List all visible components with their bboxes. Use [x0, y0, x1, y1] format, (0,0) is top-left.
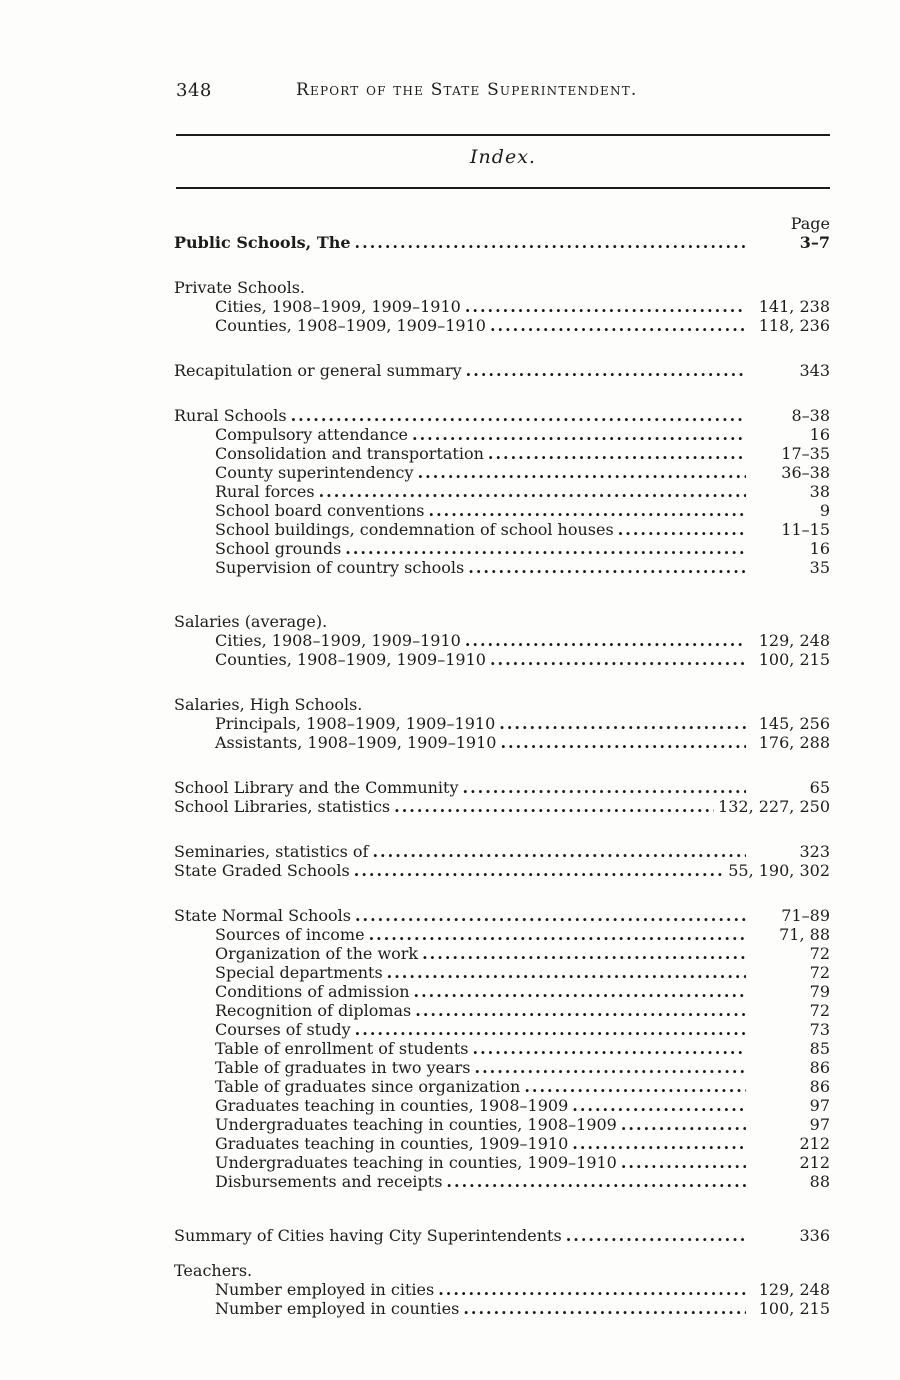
- index-heading-label: Teachers.: [174, 1261, 253, 1280]
- page-column-label: Page: [790, 214, 830, 233]
- entry-label: School Libraries, statistics: [174, 797, 391, 816]
- index-entry: [174, 650, 830, 669]
- entry-pages: 17–35: [781, 444, 830, 463]
- dot-leader: [422, 944, 746, 963]
- dot-leader: [291, 406, 746, 425]
- dot-leader: [355, 906, 746, 925]
- entry-pages: 71, 88: [779, 925, 830, 944]
- dot-leader: [387, 963, 746, 982]
- group-spacer: [174, 1191, 830, 1226]
- entry-label: Cities, 1908–1909, 1909–1910: [215, 631, 461, 650]
- entry-pages: 3–7: [799, 233, 830, 252]
- dot-leader: [572, 1134, 746, 1153]
- dot-leader: [618, 520, 746, 539]
- index-entry: [174, 297, 830, 316]
- entry-pages: 11–15: [781, 520, 830, 539]
- entry-pages: 129, 248: [758, 1280, 830, 1299]
- index-heading: [174, 278, 830, 297]
- index-entry: [174, 982, 830, 1001]
- entry-label: Sources of income: [215, 925, 365, 944]
- top-rule: [176, 134, 830, 136]
- entry-pages: 343: [799, 361, 830, 380]
- group-spacer: [174, 816, 830, 842]
- index-entry: [174, 778, 830, 797]
- dot-leader: [488, 444, 746, 463]
- entry-pages: 38: [809, 482, 830, 501]
- entry-label: Summary of Cities having City Superintendents: [174, 1226, 562, 1245]
- index-entry: [174, 631, 830, 650]
- dot-leader: [465, 631, 746, 650]
- index-entry: [174, 925, 830, 944]
- dot-leader: [345, 539, 746, 558]
- entry-label: Recognition of diplomas: [215, 1001, 412, 1020]
- entry-pages: 97: [809, 1115, 830, 1134]
- index-entries: [174, 214, 830, 1318]
- index-entry: [174, 520, 830, 539]
- index-heading-label: Private Schools.: [174, 278, 305, 297]
- entry-label: State Graded Schools: [174, 861, 350, 880]
- bottom-rule: [176, 187, 830, 189]
- entry-pages: 16: [809, 425, 830, 444]
- page-number: 348: [176, 80, 212, 101]
- index-entry: [174, 558, 830, 577]
- group-spacer: [174, 335, 830, 361]
- index-entry: [174, 1058, 830, 1077]
- entry-label: Counties, 1908–1909, 1909–1910: [215, 650, 486, 669]
- entry-pages: 72: [809, 944, 830, 963]
- entry-label: Undergraduates teaching in counties, 1909–1910: [215, 1153, 617, 1172]
- dot-leader: [463, 778, 746, 797]
- index-entry: [174, 1020, 830, 1039]
- entry-pages: 79: [809, 982, 830, 1001]
- entry-label: Compulsory attendance: [215, 425, 409, 444]
- entry-pages: 9: [819, 501, 830, 520]
- section-title: Index.: [470, 146, 536, 168]
- entry-label: Number employed in cities: [215, 1280, 435, 1299]
- dot-leader: [490, 650, 746, 669]
- dot-leader: [466, 361, 746, 380]
- entry-pages: 72: [809, 963, 830, 982]
- group-spacer: [174, 577, 830, 612]
- entry-label: Graduates teaching in counties, 1909–1910: [215, 1134, 569, 1153]
- group-spacer: [174, 880, 830, 906]
- index-entry: [174, 1280, 830, 1299]
- entry-label: Supervision of country schools: [215, 558, 465, 577]
- entry-label: Cities, 1908–1909, 1909–1910: [215, 297, 461, 316]
- dot-leader: [490, 316, 746, 335]
- dot-leader: [355, 1020, 746, 1039]
- entry-label: Disbursements and receipts: [215, 1172, 443, 1191]
- entry-pages: 118, 236: [758, 316, 830, 335]
- entry-pages: 71–89: [781, 906, 830, 925]
- index-entry: [174, 906, 830, 925]
- index-entry: [174, 1001, 830, 1020]
- entry-pages: 132, 227, 250: [718, 797, 830, 816]
- entry-pages: 65: [809, 778, 830, 797]
- index-heading: [174, 695, 830, 714]
- entry-label: Special departments: [215, 963, 383, 982]
- entry-label: Table of graduates in two years: [215, 1058, 471, 1077]
- dot-leader: [499, 714, 746, 733]
- entry-label: Public Schools, The: [174, 233, 351, 252]
- dot-leader: [572, 1096, 746, 1115]
- index-entry: [174, 406, 830, 425]
- index-entry: [174, 1172, 830, 1191]
- dot-leader: [446, 1172, 746, 1191]
- entry-label: Counties, 1908–1909, 1909–1910: [215, 316, 486, 335]
- entry-label: Rural forces: [215, 482, 315, 501]
- entry-pages: 129, 248: [758, 631, 830, 650]
- entry-pages: 35: [809, 558, 830, 577]
- dot-leader: [414, 982, 746, 1001]
- dot-leader: [369, 925, 746, 944]
- entry-pages: 97: [809, 1096, 830, 1115]
- index-entry: [174, 1134, 830, 1153]
- entry-label: Assistants, 1908–1909, 1909–1910: [215, 733, 497, 752]
- index-entry: [174, 1039, 830, 1058]
- index-heading: [174, 612, 830, 631]
- entry-pages: 145, 256: [758, 714, 830, 733]
- entry-pages: 86: [809, 1058, 830, 1077]
- index-heading-label: Salaries, High Schools.: [174, 695, 363, 714]
- dot-leader: [319, 482, 746, 501]
- index-entry: [174, 1153, 830, 1172]
- index-entry: [174, 444, 830, 463]
- index-entry: [174, 1096, 830, 1115]
- entry-label: Table of graduates since organization: [215, 1077, 521, 1096]
- index-entry: [174, 1299, 830, 1318]
- running-title: Report of the State Superintendent.: [296, 80, 638, 100]
- entry-label: Undergraduates teaching in counties, 1908–1909: [215, 1115, 617, 1134]
- dot-leader: [621, 1115, 746, 1134]
- group-spacer: [174, 1245, 830, 1261]
- entry-label: Conditions of admission: [215, 982, 410, 1001]
- index-entry: [174, 501, 830, 520]
- index-entry: [174, 1077, 830, 1096]
- index-entry: [174, 861, 830, 880]
- index-entry: [174, 714, 830, 733]
- entry-pages: 72: [809, 1001, 830, 1020]
- entry-pages: 85: [809, 1039, 830, 1058]
- dot-leader: [412, 425, 746, 444]
- entry-label: School buildings, condemnation of school houses: [215, 520, 614, 539]
- index-entry: [174, 316, 830, 335]
- dot-leader: [473, 1039, 746, 1058]
- entry-label: Seminaries, statistics of: [174, 842, 369, 861]
- entry-pages: 36–38: [781, 463, 830, 482]
- entry-label: Recapitulation or general summary: [174, 361, 462, 380]
- index-entry: [174, 842, 830, 861]
- entry-pages: 88: [809, 1172, 830, 1191]
- entry-label: Table of enrollment of students: [215, 1039, 469, 1058]
- index-entry: [174, 1226, 830, 1245]
- entry-pages: 16: [809, 539, 830, 558]
- entry-pages: 55, 190, 302: [728, 861, 830, 880]
- entry-pages: 176, 288: [758, 733, 830, 752]
- index-entry: [174, 963, 830, 982]
- dot-leader: [463, 1299, 746, 1318]
- dot-leader: [566, 1226, 746, 1245]
- entry-label: State Normal Schools: [174, 906, 351, 925]
- entry-label: School grounds: [215, 539, 342, 558]
- entry-pages: 8–38: [791, 406, 830, 425]
- entry-label: Courses of study: [215, 1020, 351, 1039]
- group-spacer: [174, 669, 830, 695]
- entry-pages: 323: [799, 842, 830, 861]
- index-entry: [174, 733, 830, 752]
- dot-leader: [354, 861, 724, 880]
- entry-pages: 141, 238: [758, 297, 830, 316]
- entry-label: Rural Schools: [174, 406, 287, 425]
- group-spacer: [174, 252, 830, 278]
- dot-leader: [418, 463, 746, 482]
- entry-label: School Library and the Community: [174, 778, 459, 797]
- dot-leader: [394, 797, 714, 816]
- dot-leader: [475, 1058, 747, 1077]
- dot-leader: [438, 1280, 746, 1299]
- index-entry: [174, 797, 830, 816]
- entry-pages: 336: [799, 1226, 830, 1245]
- entry-pages: 100, 215: [758, 650, 830, 669]
- entry-label: School board conventions: [215, 501, 425, 520]
- entry-label: Number employed in counties: [215, 1299, 460, 1318]
- group-spacer: [174, 380, 830, 406]
- entry-pages: 212: [799, 1153, 830, 1172]
- dot-leader: [415, 1001, 746, 1020]
- index-entry: [174, 233, 830, 252]
- index-entry: [174, 361, 830, 380]
- entry-label: Consolidation and transportation: [215, 444, 484, 463]
- dot-leader: [621, 1153, 746, 1172]
- dot-leader: [465, 297, 746, 316]
- dot-leader: [429, 501, 747, 520]
- entry-label: County superintendency: [215, 463, 414, 482]
- index-heading-label: Salaries (average).: [174, 612, 328, 631]
- entry-label: Principals, 1908–1909, 1909–1910: [215, 714, 496, 733]
- entry-pages: 100, 215: [758, 1299, 830, 1318]
- index-entry: [174, 539, 830, 558]
- index-entry: [174, 1115, 830, 1134]
- index-entry: [174, 463, 830, 482]
- entry-label: Graduates teaching in counties, 1908–1909: [215, 1096, 569, 1115]
- index-entry: [174, 425, 830, 444]
- dot-leader: [355, 233, 746, 252]
- entry-label: Organization of the work: [215, 944, 419, 963]
- dot-leader: [468, 558, 746, 577]
- dot-leader: [372, 842, 746, 861]
- dot-leader: [524, 1077, 746, 1096]
- index-entry: [174, 482, 830, 501]
- group-spacer: [174, 752, 830, 778]
- index-entry: [174, 944, 830, 963]
- entry-pages: 212: [799, 1134, 830, 1153]
- index-heading: [174, 1261, 830, 1280]
- entry-pages: 73: [809, 1020, 830, 1039]
- entry-pages: 86: [809, 1077, 830, 1096]
- dot-leader: [500, 733, 746, 752]
